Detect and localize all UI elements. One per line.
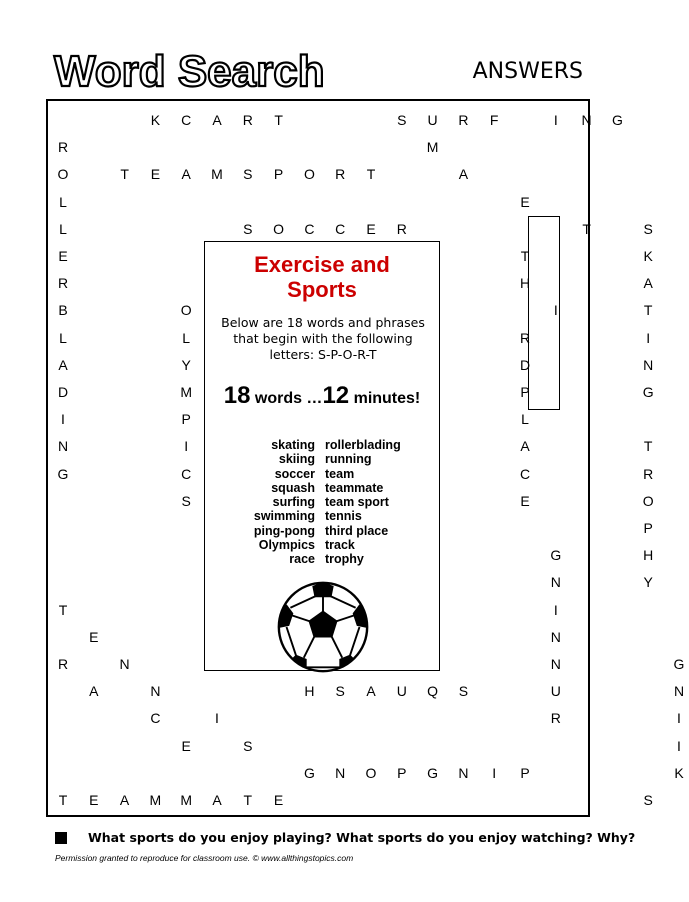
word-count-line [205,382,439,410]
grid-letter: R [242,112,253,128]
grid-letter: C [519,465,531,482]
grid-letter: H [304,683,315,700]
grid-letter: R [57,139,69,156]
grid-letter: O [57,166,69,183]
grid-letter: C [181,112,192,128]
time-limit: 12 [322,382,350,409]
grid-letter: C [335,220,346,237]
grid-letter: P [181,411,191,428]
grid-letter: L [182,329,191,346]
grid-letter: E [520,492,530,509]
grid-letter: R [550,710,561,727]
grid-letter: M [180,384,193,400]
grid-letter: R [396,220,407,237]
grid-letter: S [335,683,345,700]
grid-letter: I [553,112,558,128]
grid-letter: P [397,764,407,781]
grid-letter: N [673,683,685,700]
grid-letter: G [427,764,439,781]
grid-letter: G [673,656,685,672]
grid-letter: T [366,166,376,183]
grid-letter: Y [181,356,191,373]
word-list-item: race [289,552,315,567]
grid-letter: I [61,411,65,428]
word-list-item: trophy [325,552,364,567]
grid-letter: A [58,356,68,373]
word-list-item: swimming [253,509,315,524]
grid-letter: S [243,220,253,237]
grid-letter: A [366,683,376,700]
word-list-item: running [325,452,372,467]
grid-letter: T [582,220,591,237]
grid-letter: O [180,302,192,319]
grid-letter: P [273,166,284,183]
grid-letter: L [521,411,529,428]
grid-letter: N [581,112,592,128]
grid-letter: T [243,792,253,808]
word-list-item: teammate [325,480,384,495]
grid-letter: T [120,166,129,183]
grid-letter: S [243,737,253,754]
soccer-ball-icon [275,579,371,675]
word-list-panel [204,241,440,671]
grid-letter: M [180,792,193,808]
grid-letter: R [519,329,531,346]
grid-letter: C [304,220,315,237]
grid-letter: U [427,112,438,128]
grid-letter: Y [643,574,653,591]
answers-label: ANSWERS [472,59,583,84]
grid-letter: N [119,656,130,672]
grid-letter: P [520,764,530,781]
grid-letter: I [553,302,558,319]
grid-letter: R [643,465,654,482]
grid-letter: E [181,737,191,754]
grid-letter: I [184,438,189,455]
grid-letter: A [181,166,191,183]
word-list-item: skating [271,438,315,452]
grid-letter: C [181,465,192,482]
grid-letter: I [215,710,219,727]
grid-letter: N [335,764,346,781]
grid-letter: R [57,656,69,672]
word-list-item: third place [325,523,389,538]
grid-letter: P [520,384,530,400]
grid-letter: D [57,384,69,400]
grid-letter: E [89,628,99,645]
time-limit-label: minutes! [349,390,421,407]
grid-letter: G [303,764,315,781]
grid-letter: L [59,220,67,237]
grid-letter: O [642,492,654,509]
grid-letter: A [643,275,653,292]
grid-letter: A [119,792,130,808]
grid-letter: S [397,112,407,128]
grid-letter: N [458,764,469,781]
grid-letter: N [550,656,561,672]
grid-letter: G [642,384,654,400]
grid-letter: B [58,302,68,319]
grid-letter: K [643,248,653,264]
grid-letter: I [492,764,497,781]
grid-letter: A [212,112,222,128]
grid-letter: E [58,248,68,264]
grid-letter: A [89,683,99,700]
word-list-item: team [325,466,355,481]
panel-title [205,252,439,302]
grid-letter: F [489,112,499,128]
grid-letter: E [150,166,161,183]
grid-letter: N [150,683,161,700]
grid-letter: C [150,710,161,727]
grid-letter: O [365,764,377,781]
grid-letter: R [57,275,69,292]
word-list-item: soccer [274,466,315,481]
word-count-label: words … [250,390,323,407]
panel-title-line-1: Exercise and [254,252,390,277]
description-line-1: Below are 18 words and phrases [221,315,425,330]
word-list-item: skiing [278,452,315,467]
grid-letter: I [677,737,681,754]
grid-letter: A [520,438,530,455]
grid-letter: T [643,438,653,455]
grid-letter: A [458,166,469,183]
grid-letter: O [273,220,285,237]
grid-letter: T [58,792,68,808]
grid-letter: S [643,792,653,808]
grid-letter: I [677,710,681,727]
question-text: What sports do you enjoy playing? What sports do you enjoy watching? Why? [88,830,636,845]
grid-letter: T [643,302,653,319]
grid-letter: G [550,547,562,564]
grid-letter: G [611,112,623,128]
grid-letter: T [58,601,68,618]
square-bullet-icon [55,832,67,844]
word-list-item: track [325,538,355,553]
description-line-3: letters: S-P-O-R-T [269,347,377,362]
grid-letter: Q [427,683,439,700]
grid-letter: E [89,792,99,808]
grid-letter: E [520,193,530,210]
grid-letter: K [150,112,161,128]
grid-letter: G [57,465,69,482]
grid-letter: H [519,275,531,292]
grid-letter: M [426,139,439,156]
panel-title-line-2: Sports [287,277,357,302]
grid-letter: S [643,220,653,237]
word-list-left [254,438,315,567]
word-search-title [52,44,352,96]
grid-letter: S [243,166,253,183]
grid-letter: N [550,574,561,591]
grid-letter: K [674,764,684,781]
grid-letter: T [520,248,530,264]
grid-letter: P [643,520,653,536]
word-search-title-text: Word Search [54,47,325,96]
description-line-2: that begin with the following [233,331,413,346]
panel-description [211,315,435,363]
grid-letter: E [366,220,376,237]
grid-letter: M [149,792,162,808]
word-list-item: Olympics [258,538,315,553]
grid-letter: S [458,683,469,700]
grid-letter: O [303,166,315,183]
grid-letter: M [211,166,223,183]
grid-letter: R [458,112,469,128]
grid-letter: T [274,112,283,128]
grid-letter: D [519,356,531,373]
word-list-right [325,438,401,567]
grid-letter: R [335,166,346,183]
grid-letter: U [550,683,561,700]
grid-letter: S [181,492,191,509]
grid-letter: N [57,438,69,455]
word-list-item: rollerblading [325,438,401,452]
grid-letter: L [59,193,67,210]
permission-note: Permission granted to reproduce for classroom use. © www.allthingstopics.com [55,853,354,863]
grid-letter: E [273,792,284,808]
grid-letter: I [553,601,558,618]
word-list-item: squash [271,480,315,495]
grid-letter: A [212,792,222,808]
word-list-item: team sport [325,495,389,510]
word-list-item: surfing [272,495,315,510]
grid-letter: N [550,628,561,645]
word-list-item: tennis [325,509,362,524]
grid-letter: I [646,329,651,346]
skating-answer-box [528,216,560,410]
word-count: 18 [223,382,251,409]
grid-letter: U [396,683,407,700]
grid-letter: H [643,547,654,564]
grid-letter: L [59,329,67,346]
word-list-item: ping-pong [253,523,315,538]
grid-letter: N [643,356,654,373]
